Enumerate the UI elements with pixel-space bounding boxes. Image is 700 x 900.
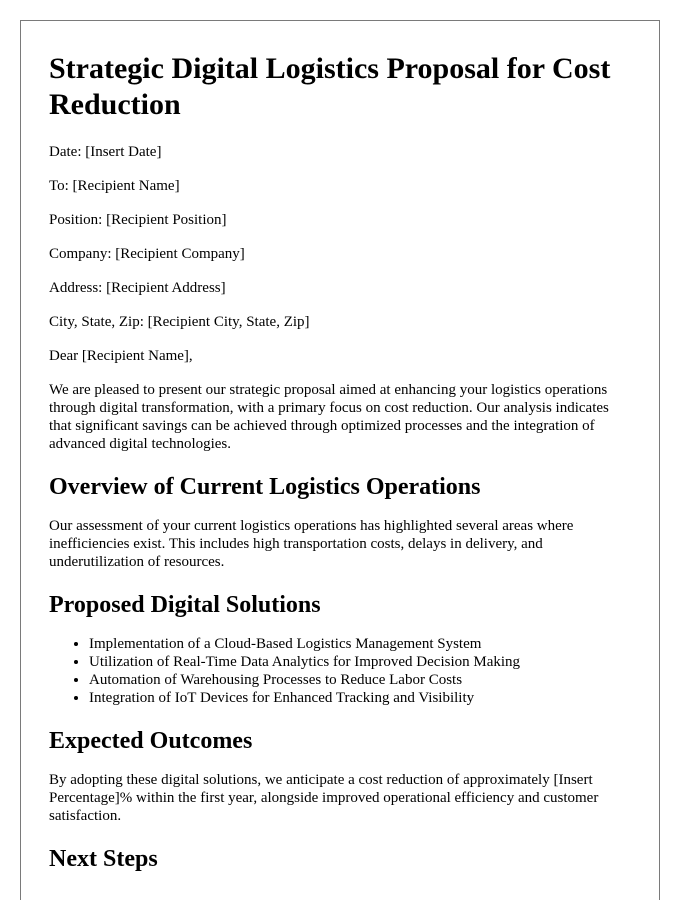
- recipient-position-line: Position: [Recipient Position]: [49, 212, 227, 228]
- list-item: • Utilization of Real-Time Data Analytics for Improved Decision Making: [89, 653, 631, 671]
- overview-paragraph: Our assessment of your current logistics operations has highlighted several areas where inefficiencies exist. This includes high transportation costs, delays in delivery, and underutilization of resources.: [49, 518, 574, 570]
- list-item: • Implementation of a Cloud-Based Logistics Management System: [89, 635, 631, 653]
- date-line: Date: [Insert Date]: [49, 144, 162, 160]
- outcomes-paragraph: By adopting these digital solutions, we anticipate a cost reduction of approximately [Insert Percentage]% within the first year, alongside improved operational efficiency and customer satisfaction.: [49, 772, 599, 824]
- letter-page: [20, 20, 660, 900]
- recipient-name-line: To: [Recipient Name]: [49, 178, 180, 194]
- next-steps-heading: Next Steps: [49, 846, 158, 872]
- document-title: Strategic Digital Logistics Proposal for Cost Reduction: [49, 52, 611, 121]
- recipient-company-line: Company: [Recipient Company]: [49, 246, 245, 262]
- list-item: • Integration of IoT Devices for Enhanced Tracking and Visibility: [89, 689, 631, 707]
- recipient-address-line: Address: [Recipient Address]: [49, 280, 226, 296]
- salutation: Dear [Recipient Name],: [49, 348, 193, 364]
- recipient-city-line: City, State, Zip: [Recipient City, State, Zip]: [49, 314, 310, 330]
- outcomes-heading: Expected Outcomes: [49, 728, 253, 754]
- overview-heading: Overview of Current Logistics Operations: [49, 474, 481, 500]
- list-item: • Automation of Warehousing Processes to Reduce Labor Costs: [89, 671, 631, 689]
- solutions-list: [49, 635, 631, 707]
- intro-paragraph: We are pleased to present our strategic proposal aimed at enhancing your logistics operations through digital transformation, with a primary focus on cost reduction. Our analysis indicates that significant savings can be achieved through optimized processes and the integration of advanced digital technologies.: [49, 382, 609, 452]
- solutions-heading: Proposed Digital Solutions: [49, 592, 321, 618]
